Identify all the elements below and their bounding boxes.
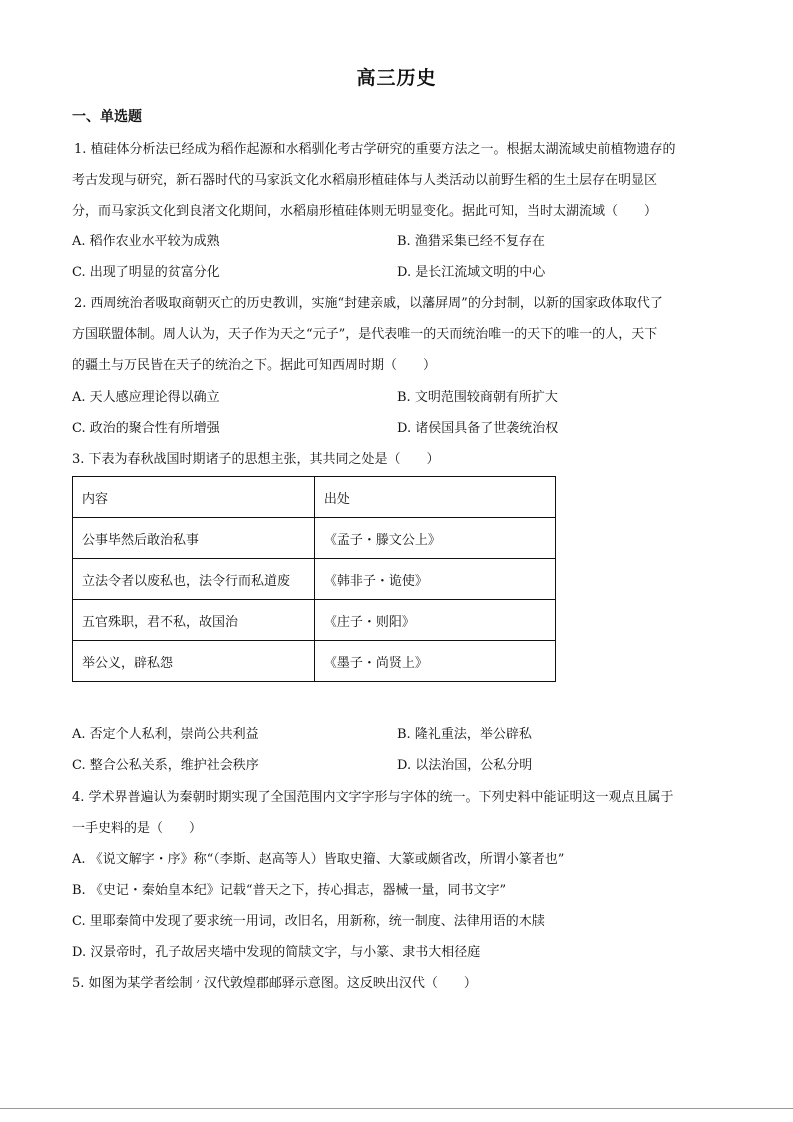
page-title: 高三历史 [356,67,437,89]
table-header-source: 出处 [314,477,555,518]
table-row [73,518,556,559]
table-row [73,600,556,641]
page-divider [0,1108,793,1109]
q2-stem-line-2: 方国联盟体制。周人认为，天子作为天之“元子”，是代表唯一的天而统治唯一的天下的唯一的人，天下 [72,327,658,342]
q2-option-b: B. 文明范围较商朝有所扩大 [397,390,558,405]
q2-stem-line-1: 2. 西周统治者吸取商朝灭亡的历史教训，实施“封建亲戚，以藩屏周”的分封制，以新的国家政体取代了 [74,296,663,311]
q4-option-d: D. 汉景帝时，孔子故居夹墙中发现的简牍文字，与小篆、隶书大相径庭 [72,945,481,960]
table-cell-content: 公事毕然后敢治私事 [73,518,315,559]
q4-option-b: B. 《史记・秦始皇本纪》记载“普天之下，抟心揖志，器械一量，同书文字” [72,883,507,898]
table-row [73,641,556,682]
section-heading: 一、单选题 [72,109,142,125]
table-row [73,559,556,600]
q1-stem-line-3: 分，而马家浜文化到良渚文化期间，水稻扇形植硅体则无明显变化。据此可知，当时太湖流域（ ） [72,204,658,219]
q1-option-b: B. 渔猎采集已经不复存在 [397,234,545,249]
q4-option-a: A. 《说文解字・序》称“（李斯、赵高等人）皆取史籀、大篆或颇省改，所谓小篆者也” [72,852,565,867]
table-cell-content: 立法令者以废私也，法令行而私道废 [73,559,315,600]
q4-option-c: C. 里耶秦简中发现了要求统一用词，改旧名，用新称，统一制度、法律用语的木牍 [72,914,545,929]
q2-option-d: D. 诸侯国具备了世袭统治权 [397,421,559,436]
table-header-content: 内容 [73,477,315,518]
q2-option-a: A. 天人感应理论得以确立 [72,390,220,405]
q1-option-d: D. 是长江流域文明的中心 [397,265,546,280]
table-cell-source: 《韩非子・诡使》 [314,559,555,600]
q1-option-c: C. 出现了明显的贫富分化 [72,265,220,280]
table-header-row [73,477,556,518]
q4-stem-line-1: 4. 学术界普遍认为秦朝时期实现了全国范围内文字字形与字体的统一。下列史料中能证明这一观点且属于 [72,790,674,805]
q1-stem-line-1: 1. 植硅体分析法已经成为稻作起源和水稻驯化考古学研究的重要方法之一。根据太湖流域史前植物遗存的 [74,142,676,157]
q3-option-b: B. 隆礼重法，举公辟私 [397,727,532,742]
table-cell-content: 举公义，辟私怨 [73,641,315,682]
table-cell-source: 《孟子・滕文公上》 [314,518,555,559]
q3-table [72,476,556,682]
q2-stem-line-3: 的疆土与万民皆在天子的统治之下。据此可知西周时期（ ） [72,358,437,373]
table-cell-source: 《墨子・尚贤上》 [314,641,555,682]
q1-stem-line-2: 考古发现与研究，新石器时代的马家浜文化水稻扇形植硅体与人类活动以前野生稻的生土层存在明显区 [72,173,658,188]
q3-stem: 3. 下表为春秋战国时期诸子的思想主张，其共同之处是（ ） [72,452,440,467]
q1-option-a: A. 稻作农业水平较为成熟 [72,234,220,249]
table-cell-content: 五官殊职，君不私，故国治 [73,600,315,641]
q4-stem-line-2: 一手史料的是（ ） [72,821,203,836]
q3-option-a: A. 否定个人私利，崇尚公共利益 [72,727,259,742]
q3-option-c: C. 整合公私关系，维护社会秩序 [72,758,259,773]
q3-option-d: D. 以法治国，公私分明 [397,758,533,773]
q2-option-c: C. 政治的聚合性有所增强 [72,421,220,436]
table-cell-source: 《庄子・则阳》 [314,600,555,641]
q5-stem: 5. 如图为某学者绘制 ׳ 汉代敦煌郡邮驿示意图。这反映出汉代（ ） [72,976,477,991]
